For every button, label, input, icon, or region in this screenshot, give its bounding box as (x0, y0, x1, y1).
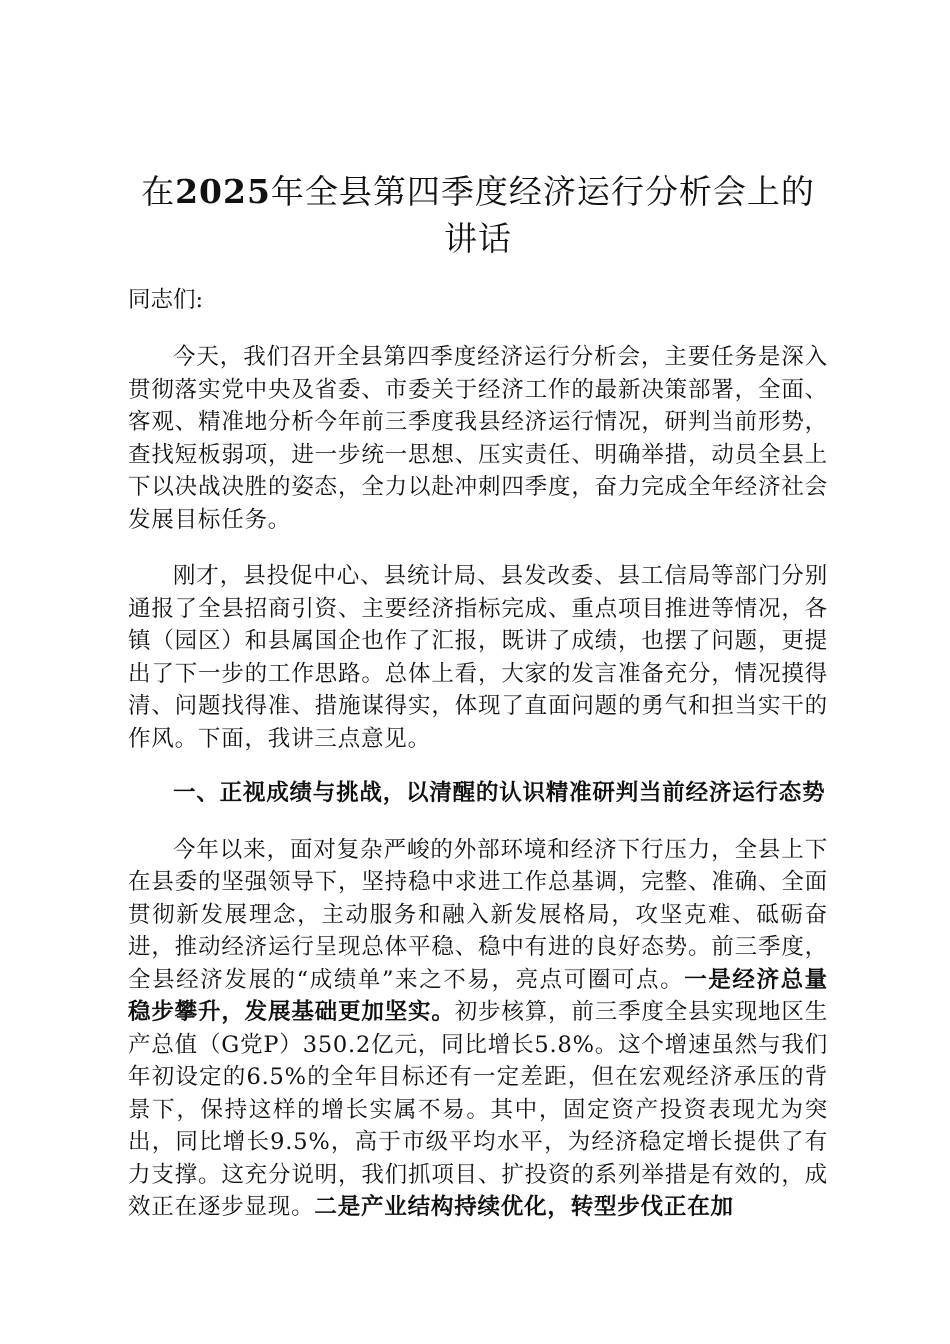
point-one-heading: 一是经济总量稳步攀升，发展基础更加坚实。 (128, 966, 828, 1025)
title-suffix: 年全县第四季度经济运行分析会上的讲话 (270, 172, 815, 258)
paragraph-3-intro: 今年以来，面对复杂严峻的外部环境和经济下行压力，全县上下在县委的坚强领导下，坚持稳中求进工作总基调，完整、准确、全面贯彻新发展理念，主动服务和融入新发展格局，攻坚克难、砥砺奋进，推动经济运行呈现总体平稳、稳中有进的良好态势。前三季度，全县经济发展的“成绩单”来之不易，亮点可圈可点。 (128, 836, 828, 993)
section-heading-1: 一、正视成绩与挑战，以清醒的认识精准研判当前经济运行态势 (173, 780, 826, 806)
point-two-heading: 二是产业结构持续优化，转型步伐正在加 (314, 1194, 734, 1220)
paragraph-3-body: 初步核算，前三季度全县实现地区生产总值（G党P）350.2亿元，同比增长5.8%。这个增速虽然与我们年初设定的6.5%的全年目标还有一定差距，但在宏观经济承压的背景下，保持这样的增长实属不易。其中，固定资产投资表现尤为突出，同比增长9.5%，高于市级平均水平，为经济稳定增长提供了有力支撑。这充分说明，我们抓项目、扩投资的系列举措是有效的，成效正在逐步显现。 (128, 999, 828, 1220)
paragraph-2: 刚才，县投促中心、县统计局、县发改委、县工信局等部门分别通报了全县招商引资、主要经济指标完成、重点项目推进等情况，各镇（园区）和县属国企也作了汇报，既讲了成绩，也摆了问题，更提出了下一步的工作思路。总体上看，大家的发言准备充分，情况摸得清、问题找得准、措施谋得实，体现了直面问题的勇气和担当实干的作风。下面，我讲三点意见。 (128, 563, 828, 752)
title-year: 2025 (175, 172, 271, 211)
salutation: 同志们: (128, 287, 204, 313)
paragraph-1: 今天，我们召开全县第四季度经济运行分析会，主要任务是深入贯彻落实党中央及省委、市委关于经济工作的最新决策部署，全面、客观、精准地分析今年前三季度我县经济运行情况，研判当前形势，查找短板弱项，进一步统一思想、压实责任、明确举措，动员全县上下以决战决胜的姿态，全力以赴冲刺四季度，奋力完成全年经济社会发展目标任务。 (128, 344, 828, 533)
document-page (128, 160, 828, 1224)
title-prefix: 在 (141, 172, 176, 211)
paragraph-3 (128, 834, 828, 1224)
document-title (128, 168, 828, 262)
